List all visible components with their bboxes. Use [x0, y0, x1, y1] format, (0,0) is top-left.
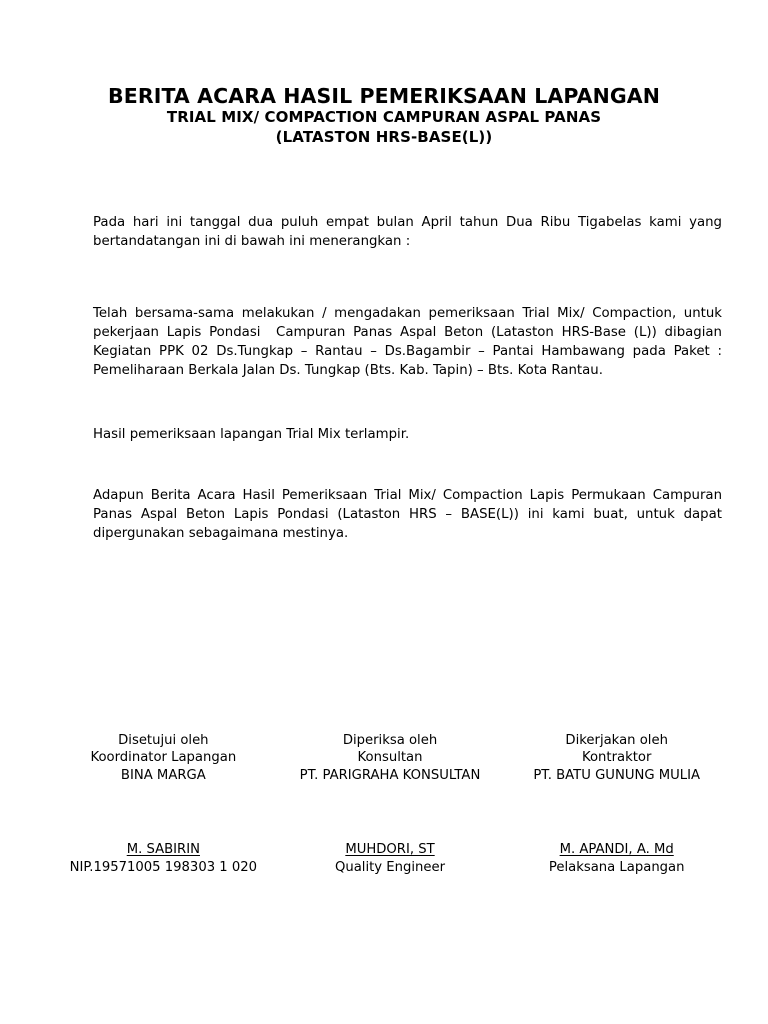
signature-column-contractor [503, 732, 730, 784]
document-body [93, 213, 727, 544]
signature-role-label: Koordinator Lapangan [90, 750, 237, 766]
document-header [0, 84, 768, 148]
document-title: BERITA ACARA HASIL PEMERIKSAAN LAPANGAN [108, 84, 660, 108]
paragraph-spacer [93, 252, 722, 304]
signatory-detail: NIP.19571005 198303 1 020 [69, 859, 258, 875]
signature-organization-label: PT. BATU GUNUNG MULIA [533, 767, 701, 783]
body-paragraph-3: Hasil pemeriksaan lapangan Trial Mix terlampir. [93, 426, 410, 442]
body-paragraph-4: Adapun Berita Acara Hasil Pemeriksaan Trial Mix/ Compaction Lapis Permukaan Campuran Panas Aspal Beton Lapis Pondasi (Lataston HRS – BASE(L)) ini kami buat, untuk dapat dipergunakan sebagaimana mestinya. [93, 487, 727, 542]
signatory-name: M. APANDI, A. Md [559, 842, 674, 857]
signature-column-inspector [277, 732, 504, 784]
signature-organization-label: PT. PARIGRAHA KONSULTAN [299, 767, 481, 783]
signatory-contractor [503, 841, 730, 876]
document-subtitle-line-1: TRIAL MIX/ COMPACTION CAMPURAN ASPAL PANAS [166, 108, 602, 127]
body-paragraph-1: Pada hari ini tanggal dua puluh empat bulan April tahun Dua Ribu Tigabelas kami yang bertandatangan ini di bawah ini menerangkan : [93, 215, 727, 250]
signature-action-label: Diperiksa oleh [342, 733, 438, 748]
signatory-approver [50, 841, 277, 876]
signatory-detail: Quality Engineer [334, 859, 446, 875]
signature-role-label: Kontraktor [581, 750, 652, 766]
body-paragraph-2: Telah bersama-sama melakukan / mengadakan pemeriksaan Trial Mix/ Compaction, untuk pekerjaan Lapis Pondasi Campuran Panas Aspal Beton (Lataston HRS-Base (L)) dibagian Kegiatan PPK 02 Ds.Tungkap – Rantau – Ds.Bagambir – Pantai Hambawang pada Paket : Pemeliharaan Berkala Jalan Ds. Tungkap (Bts. Kab. Tapin) – Bts. Kota Rantau. [93, 305, 727, 379]
document-subtitle-line-2: (LATASTON HRS-BASE(L)) [275, 127, 493, 146]
signatory-name: M. SABIRIN [126, 842, 200, 857]
signature-action-label: Disetujui oleh [118, 733, 209, 748]
signatory-inspector [277, 841, 504, 876]
signature-headings [50, 732, 730, 784]
signature-names [50, 841, 730, 876]
signature-column-approver [50, 732, 277, 784]
signature-organization-label: BINA MARGA [120, 767, 206, 783]
signature-role-label: Konsultan [357, 750, 423, 766]
signature-action-label: Dikerjakan oleh [565, 733, 668, 748]
signatory-detail: Pelaksana Lapangan [548, 859, 685, 875]
paragraph-spacer [93, 444, 722, 486]
paragraph-spacer [93, 381, 722, 425]
signatory-name: MUHDORI, ST [345, 842, 435, 857]
